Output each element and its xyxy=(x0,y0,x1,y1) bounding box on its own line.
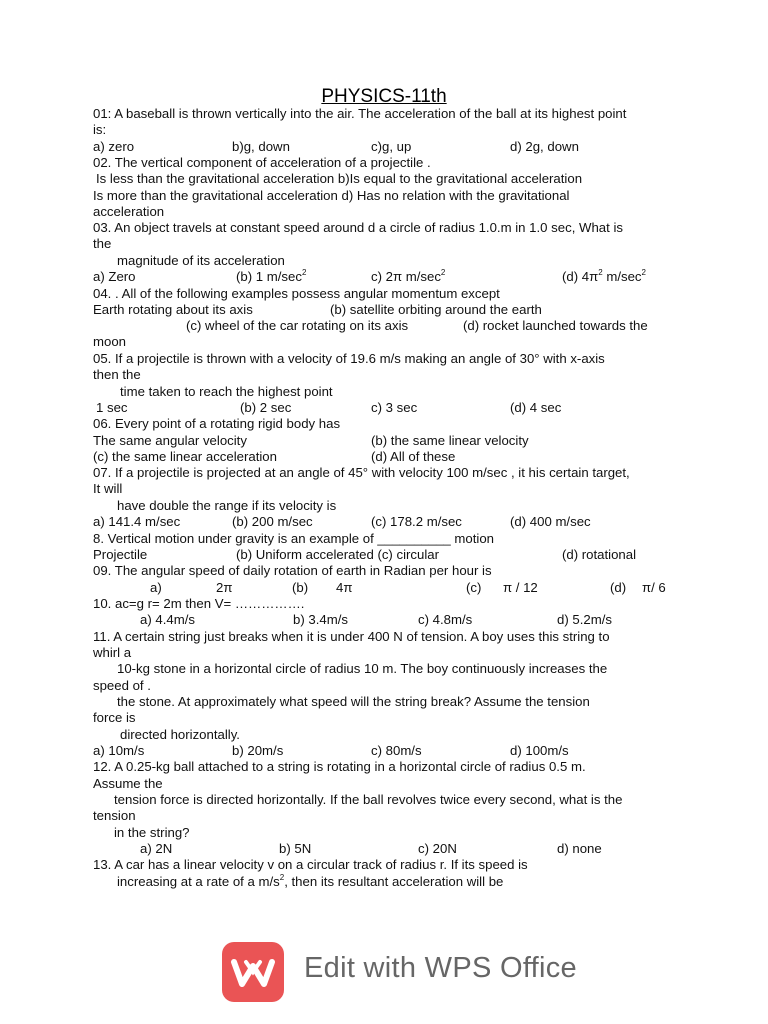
text-line: increasing at a rate of a $m/s^2$, then its resultant acceleration will be xyxy=(117,873,504,889)
text-line: (b) satellite orbiting around the earth xyxy=(330,302,542,317)
wps-office-logo-icon xyxy=(222,942,284,1002)
text-line: (d) rotational xyxy=(562,547,637,562)
text-line: 05. If a projectile is thrown with a velocity of 19.6 m/s making an angle of 30° with x-axis xyxy=(93,351,605,366)
text-line: π / 12 xyxy=(503,580,538,595)
text-line: 12. A 0.25-kg ball attached to a string is rotating in a horizontal circle of radius 0.5 m. xyxy=(93,759,586,774)
text-line: b) 5N xyxy=(279,841,312,856)
text-line: 06. Every point of a rotating rigid body has xyxy=(93,416,341,431)
text-line: (d) rocket launched towards the xyxy=(463,318,648,333)
text-line: 8. Vertical motion under gravity is an example of __________ motion xyxy=(93,531,494,546)
text-line: 10. ac=g r= 2m then V= ……………. xyxy=(93,596,305,611)
wps-watermark-text: Edit with WPS Office xyxy=(304,952,577,984)
text-line: a) 4.4m/s xyxy=(140,612,195,627)
text-line: a) Zero xyxy=(93,269,136,284)
text-line: (c) 178.2 m/sec xyxy=(371,514,462,529)
text-line: directed horizontally. xyxy=(120,727,240,742)
text-line: 10-kg stone in a horizontal circle of radius 10 m. The boy continuously increases the xyxy=(117,661,608,676)
page-title: PHYSICS-11th xyxy=(321,86,447,107)
text-line: Is more than the gravitational acceleration d) Has no relation with the gravitational xyxy=(93,188,570,203)
text-line: (d) $4\pi^2$ $m/\sec^2$ xyxy=(562,268,646,284)
text-line: 01: A baseball is thrown vertically into the air. The acceleration of the ball at its highest point xyxy=(93,106,627,121)
text-line: c) 80m/s xyxy=(371,743,422,758)
text-line: then the xyxy=(93,367,141,382)
text-line: (c) the same linear acceleration xyxy=(93,449,277,464)
text-line: a) 2N xyxy=(140,841,173,856)
text-line: (d) xyxy=(610,580,627,595)
text-line: The same angular velocity xyxy=(93,433,247,448)
text-line: c) 2π $m/\sec^2$ xyxy=(371,268,446,284)
text-line: have double the range if its velocity is xyxy=(117,498,337,513)
text-line: (b) Uniform accelerated (c) circular xyxy=(236,547,439,562)
text-line: c) 4.8m/s xyxy=(418,612,473,627)
text-line: (b) the same linear velocity xyxy=(371,433,529,448)
text-line: the xyxy=(93,236,112,251)
text-line: is: xyxy=(93,122,107,137)
text-line: 13. A car has a linear velocity v on a circular track of radius r. If its speed is xyxy=(93,857,528,872)
text-line: Assume the xyxy=(93,776,163,791)
text-line: Projectile xyxy=(93,547,148,562)
text-line: c) 3 sec xyxy=(371,400,418,415)
text-line: time taken to reach the highest point xyxy=(120,384,333,399)
wps-watermark xyxy=(222,942,582,1002)
text-line: 2π xyxy=(216,580,233,595)
text-line: Earth rotating about its axis xyxy=(93,302,253,317)
text-line: π/ 6 xyxy=(642,580,666,595)
text-line: c)g, up xyxy=(371,139,412,154)
text-line: b)g, down xyxy=(232,139,290,154)
text-line: 4π xyxy=(336,580,353,595)
text-line: 07. If a projectile is projected at an angle of 45° with velocity 100 m/sec , it his certain target, xyxy=(93,465,630,480)
text-line: (d) 400 m/sec xyxy=(510,514,591,529)
text-line: (d) 4 sec xyxy=(510,400,562,415)
text-line: magnitude of its acceleration xyxy=(117,253,285,268)
text-line: 03. An object travels at constant speed around d a circle of radius 1.0.m in 1.0 sec, What is xyxy=(93,220,623,235)
text-line: speed of . xyxy=(93,678,151,693)
text-line: (b) xyxy=(292,580,309,595)
text-line: tension force is directed horizontally. If the ball revolves twice every second, what is the xyxy=(114,792,623,807)
text-line: It will xyxy=(93,481,123,496)
text-line: a) 10m/s xyxy=(93,743,145,758)
text-line: c) 20N xyxy=(418,841,457,856)
text-line: d) none xyxy=(557,841,602,856)
text-line: d) 2g, down xyxy=(510,139,579,154)
text-line: a) xyxy=(150,580,162,595)
text-line: (b) 1 $m/\sec^2$ xyxy=(236,268,307,284)
text-line: (b) 2 sec xyxy=(240,400,292,415)
text-line: 02. The vertical component of acceleration of a projectile . xyxy=(93,155,431,170)
text-line: whirl a xyxy=(93,645,132,660)
text-line: b) 20m/s xyxy=(232,743,284,758)
text-line: in the string? xyxy=(114,825,190,840)
text-line: a) zero xyxy=(93,139,135,154)
text-line: force is xyxy=(93,710,136,725)
text-line: the stone. At approximately what speed will the string break? Assume the tension xyxy=(117,694,590,709)
text-line: (c) wheel of the car rotating on its axis xyxy=(186,318,409,333)
text-line: a) 141.4 m/sec xyxy=(93,514,181,529)
text-line: d) 5.2m/s xyxy=(557,612,612,627)
text-line: 11. A certain string just breaks when it is under 400 N of tension. A boy uses this string to xyxy=(93,629,610,644)
text-line: Is less than the gravitational acceleration b)Is equal to the gravitational acceleration xyxy=(96,171,583,186)
text-line: moon xyxy=(93,334,126,349)
text-line: 09. The angular speed of daily rotation of earth in Radian per hour is xyxy=(93,563,492,578)
text-line: (c) xyxy=(466,580,482,595)
text-line: acceleration xyxy=(93,204,165,219)
text-line: tension xyxy=(93,808,136,823)
text-line: (b) 200 m/sec xyxy=(232,514,313,529)
text-line: d) 100m/s xyxy=(510,743,569,758)
text-line: 04. . All of the following examples possess angular momentum except xyxy=(93,286,500,301)
text-line: (d) All of these xyxy=(371,449,456,464)
text-line: b) 3.4m/s xyxy=(293,612,348,627)
text-line: 1 sec xyxy=(96,400,128,415)
